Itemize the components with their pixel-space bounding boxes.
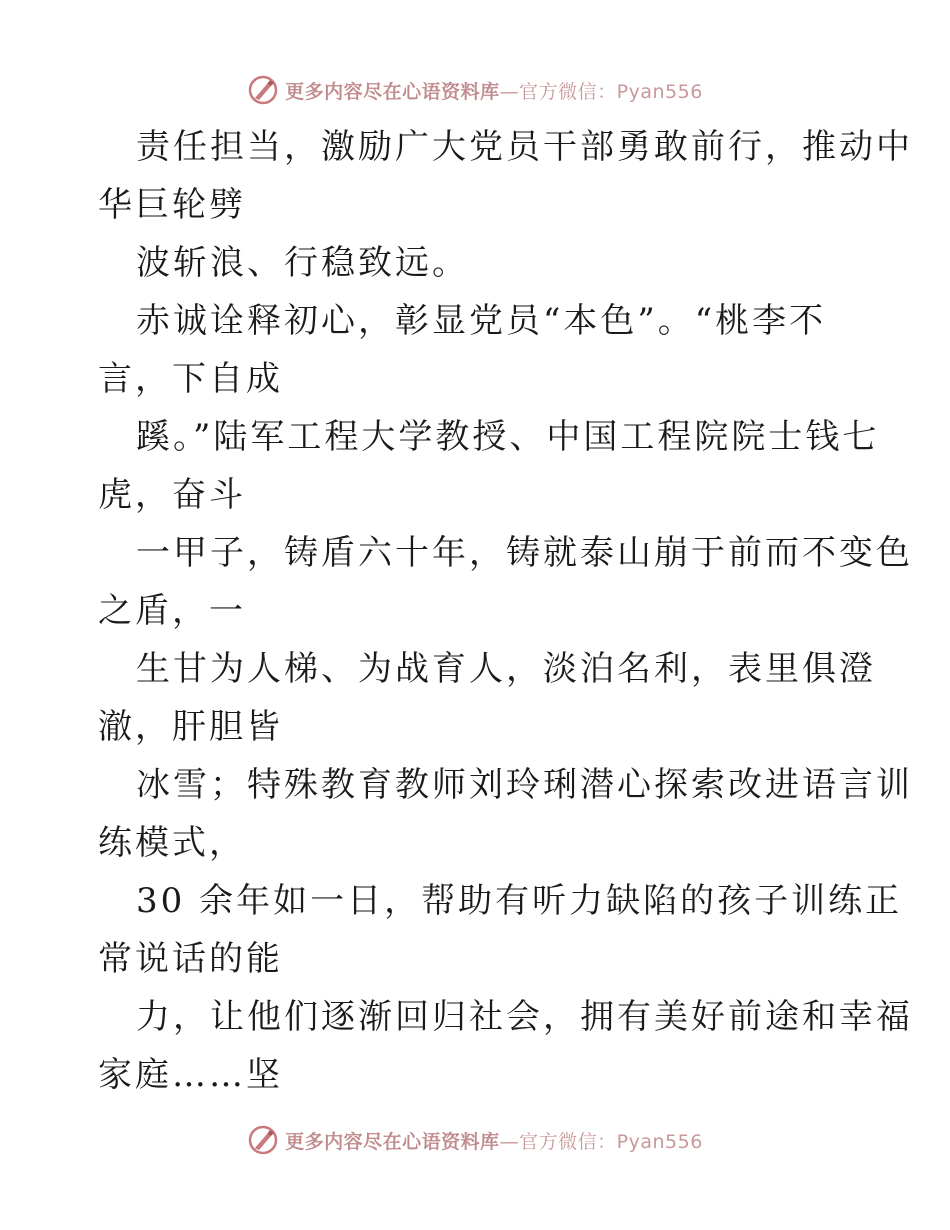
text-line: 波斩浪、行稳致远。 [136,243,469,283]
text-line: 赤诚诠释初心，彰显党员“本色”。“桃李不 [136,301,827,341]
text-line: 虎，奋斗 [98,475,246,515]
text-line: 言，下自成 [98,359,283,399]
text-line: 力，让他们逐渐回归社会，拥有美好前途和幸福 [136,997,913,1037]
watermark-text [285,77,703,104]
text-line: 练模式， [98,823,246,863]
document-body [98,118,913,1104]
header-watermark-banner [0,70,950,110]
text-line: 蹊。”陆军工程大学教授、中国工程院院士钱七 [136,417,880,457]
text-line: 30 余年如一日，帮助有听力缺陷的孩子训练正 [136,881,903,921]
footer-watermark-banner [0,1120,950,1160]
pen-logo-icon [247,1124,279,1156]
watermark-main-text: 更多内容尽在心语资料库 [285,1130,500,1153]
text-line: 生甘为人梯、为战育人，淡泊名利，表里俱澄 [136,649,876,689]
watermark-contact-text: —官方微信：Pyan556 [499,1130,703,1153]
text-line: 华巨轮劈 [98,185,246,225]
text-line: 常说话的能 [98,939,283,979]
text-line: 一甲子，铸盾六十年，铸就泰山崩于前而不变色 [136,533,913,573]
watermark-text [285,1127,703,1154]
watermark-contact-text: —官方微信：Pyan556 [499,80,703,103]
pen-logo-icon [247,74,279,106]
text-line: 责任担当，激励广大党员干部勇敢前行，推动中 [136,127,913,167]
text-line: 之盾，一 [98,591,246,631]
text-line: 家庭……坚 [98,1055,283,1095]
text-line: 澈，肝胆皆 [98,707,283,747]
text-line: 冰雪；特殊教育教师刘玲琍潜心探索改进语言训 [136,765,913,805]
watermark-main-text: 更多内容尽在心语资料库 [285,80,500,103]
